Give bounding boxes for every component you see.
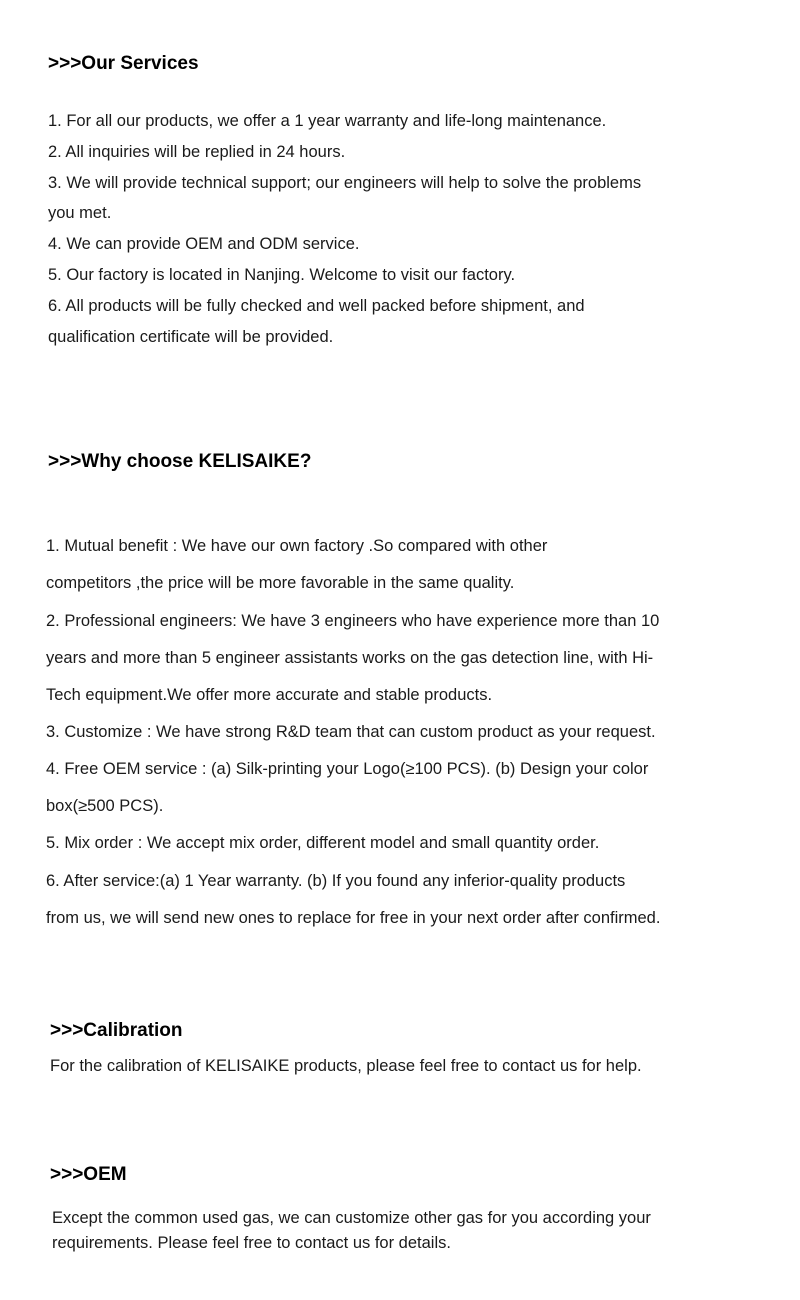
why-line: 3. Customize : We have strong R&D team that can custom product as your request. [46, 723, 656, 741]
oem-heading: >>>OEM [50, 1164, 127, 1185]
why-line: Tech equipment.We offer more accurate and stable products. [46, 686, 493, 704]
services-heading: >>>Our Services [48, 53, 199, 74]
why-line: 2. Professional engineers: We have 3 engineers who have experience more than 10 [46, 612, 660, 630]
services-line: 2. All inquiries will be replied in 24 hours. [48, 143, 346, 161]
why-line: box(≥500 PCS). [46, 797, 164, 815]
why-line: 5. Mix order : We accept mix order, different model and small quantity order. [46, 834, 600, 852]
services-line: 4. We can provide OEM and ODM service. [48, 235, 360, 253]
calibration-line: For the calibration of KELISAIKE products, please feel free to contact us for help. [50, 1057, 642, 1075]
why-line: 6. After service:(a) 1 Year warranty. (b) If you found any inferior-quality products [46, 872, 626, 890]
services-line: 3. We will provide technical support; our engineers will help to solve the problems [48, 174, 642, 192]
services-line: qualification certificate will be provided. [48, 328, 334, 346]
services-line: you met. [48, 204, 112, 222]
why-line: 4. Free OEM service : (a) Silk-printing your Logo(≥100 PCS). (b) Design your color [46, 760, 649, 778]
why-heading: >>>Why choose KELISAIKE? [48, 451, 312, 472]
oem-line: requirements. Please feel free to contact us for details. [52, 1234, 451, 1252]
services-line: 5. Our factory is located in Nanjing. Welcome to visit our factory. [48, 266, 516, 284]
why-line: 1. Mutual benefit : We have our own factory .So compared with other [46, 537, 548, 555]
why-line: competitors ,the price will be more favorable in the same quality. [46, 574, 515, 592]
calibration-heading: >>>Calibration [50, 1020, 183, 1041]
why-line: years and more than 5 engineer assistants works on the gas detection line, with Hi- [46, 649, 654, 667]
services-line: 1. For all our products, we offer a 1 year warranty and life-long maintenance. [48, 112, 607, 130]
why-line: from us, we will send new ones to replace for free in your next order after confirmed. [46, 909, 661, 927]
services-line: 6. All products will be fully checked and well packed before shipment, and [48, 297, 585, 315]
oem-line: Except the common used gas, we can customize other gas for you according your [52, 1209, 651, 1227]
